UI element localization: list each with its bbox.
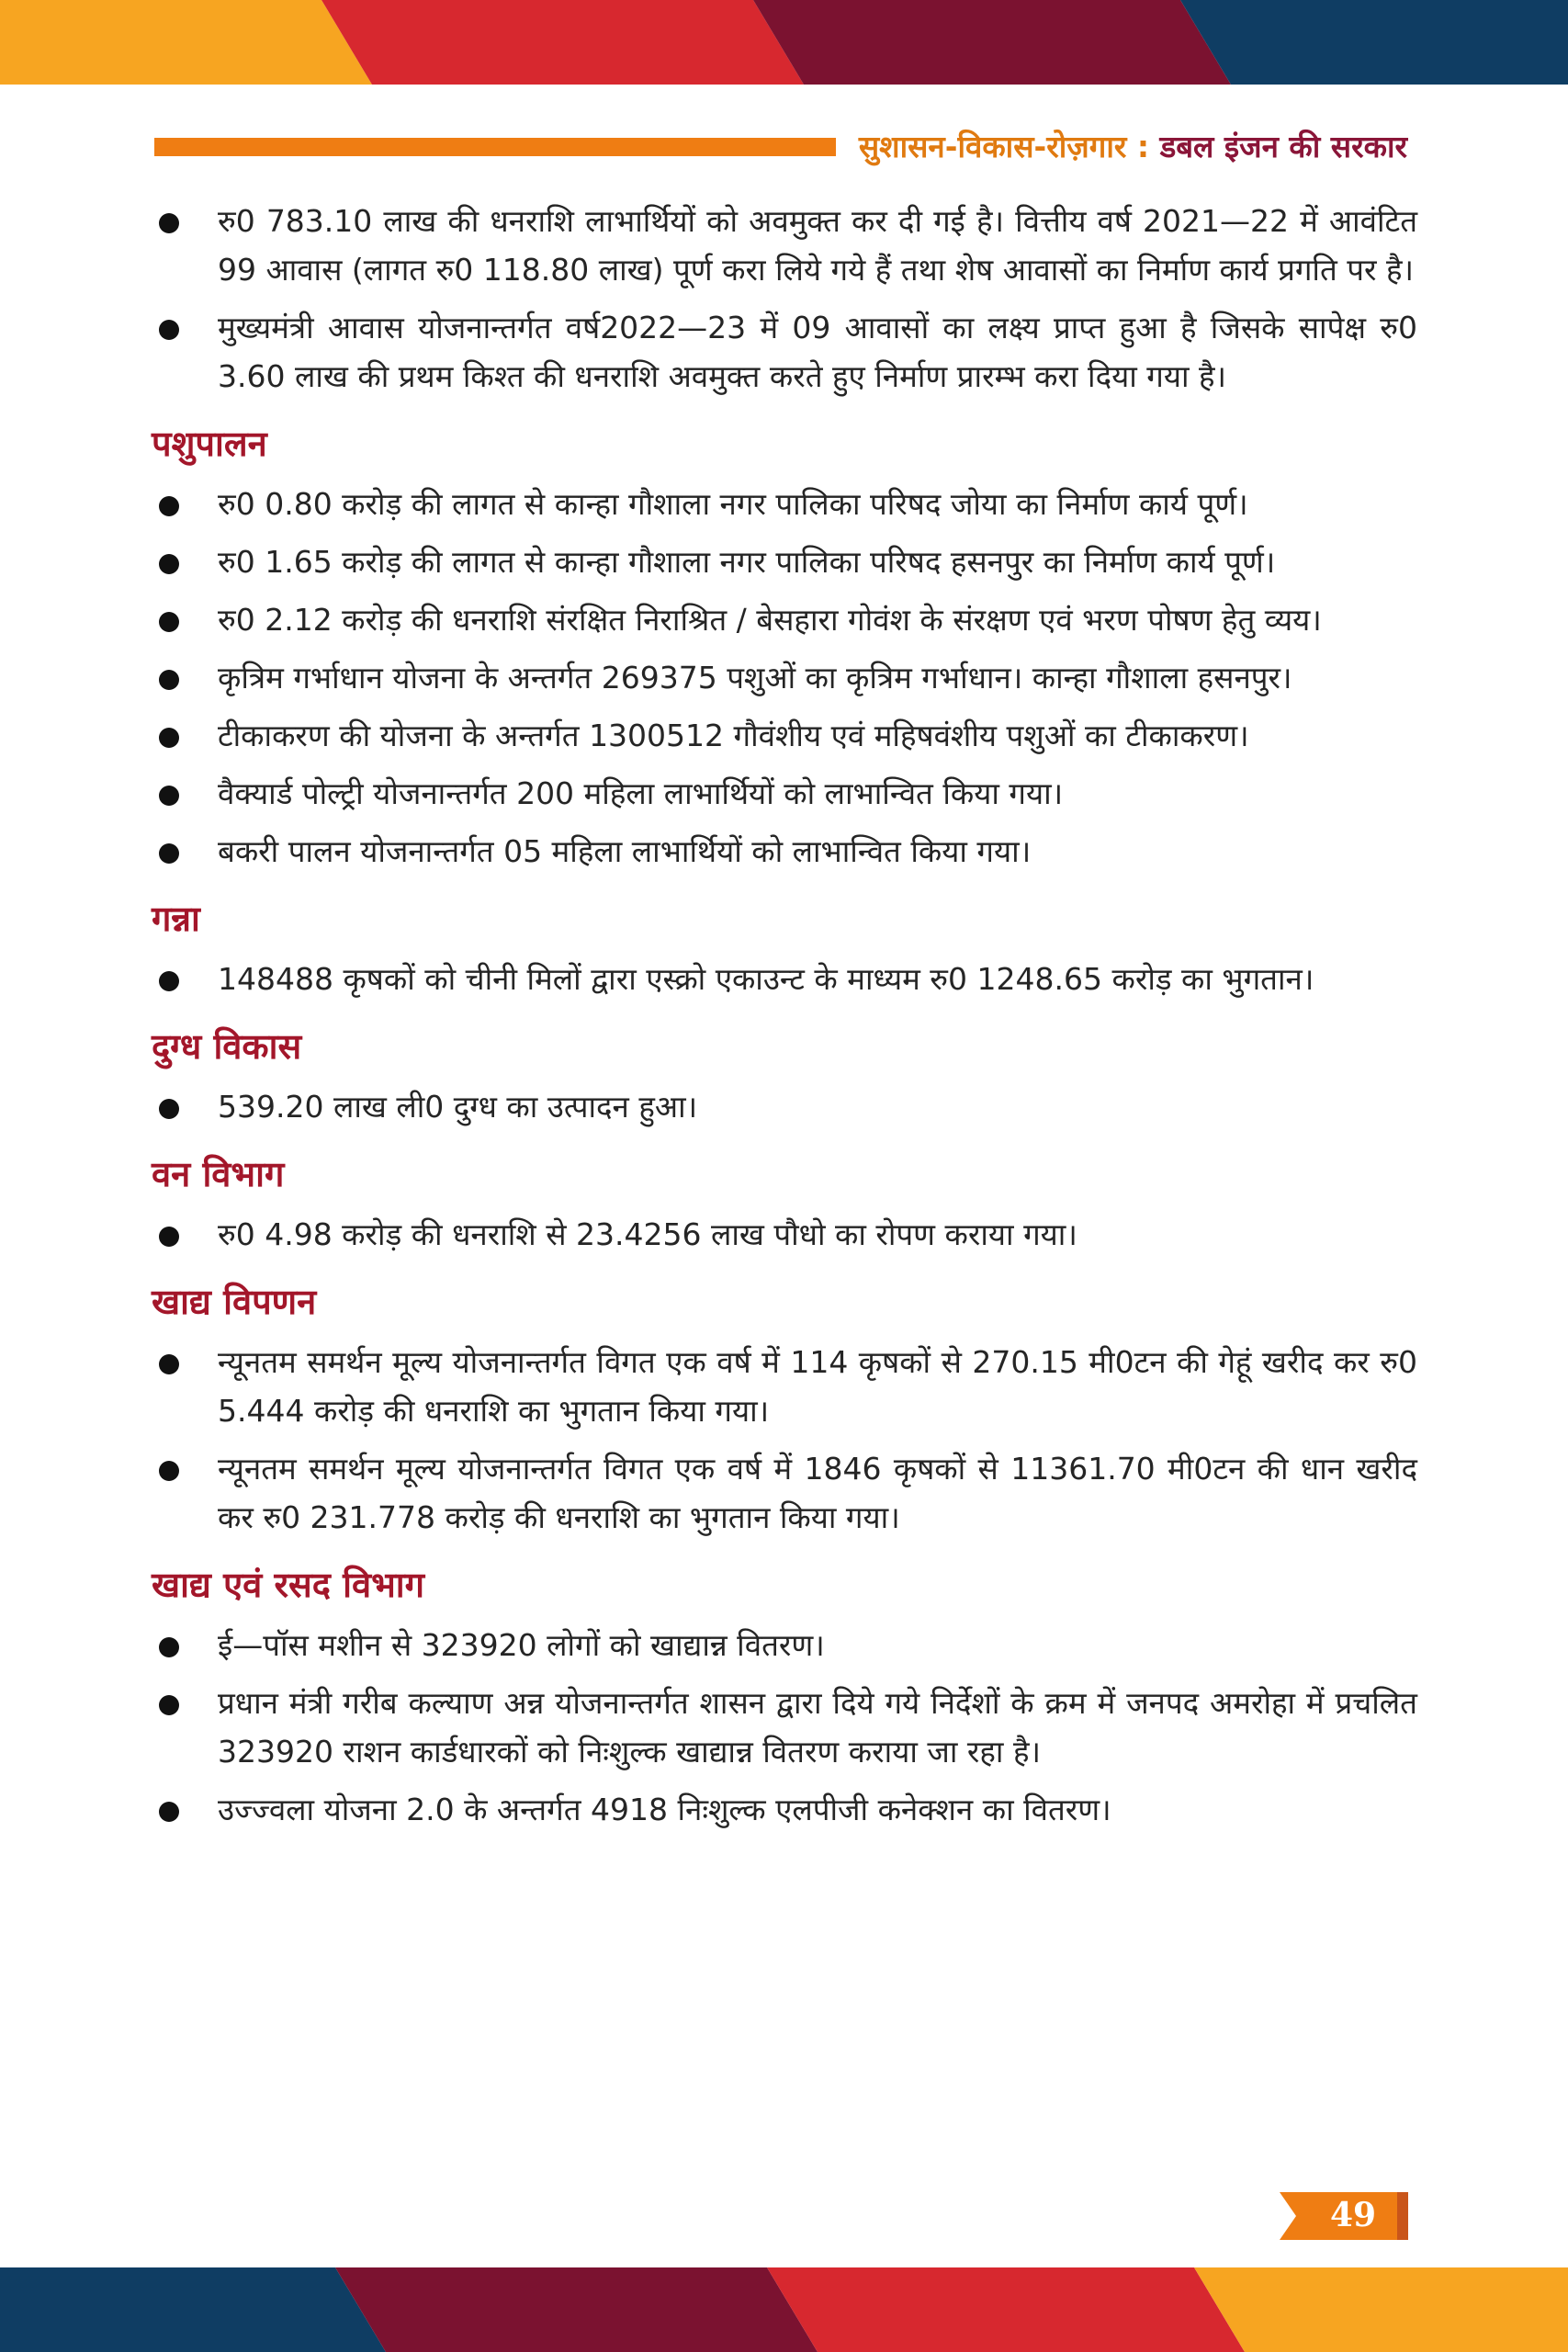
bullet-dot-icon bbox=[159, 554, 179, 574]
section-title-forest-department: वन विभाग bbox=[152, 1153, 285, 1194]
bullet-text: रु0 2.12 करोड़ की धनराशि संरक्षित निराश्रित / बेसहारा गोवंश के संरक्षण एवं भरण पोषण हेतु व्यय। bbox=[218, 602, 1322, 638]
section-title-food-supply-department: खाद्य एवं रसद विभाग bbox=[152, 1564, 425, 1605]
section-title-food-marketing: खाद्य विपणन bbox=[152, 1281, 317, 1322]
page-number: 49 bbox=[1329, 2196, 1377, 2234]
bullet-text: 148488 कृषकों को चीनी मिलों द्वारा एस्क्रो एकाउन्ट के माध्यम रु0 1248.65 करोड़ का भुगतान। bbox=[218, 961, 1314, 997]
section-title-sugarcane: गन्ना bbox=[152, 898, 200, 939]
bullet-dot-icon bbox=[159, 612, 179, 632]
bullet-dot-icon bbox=[159, 1227, 179, 1247]
list-item bbox=[152, 595, 1417, 644]
list-item bbox=[152, 1621, 1417, 1669]
bullet-dot-icon bbox=[159, 320, 179, 340]
bullet-dot-icon bbox=[159, 670, 179, 690]
bullet-text: कृत्रिम गर्भाधान योजना के अन्तर्गत 269375 पशुओं का कृत्रिम गर्भाधान। कान्हा गौशाला हसनपुर। bbox=[218, 660, 1292, 695]
header-accent-bar bbox=[154, 138, 836, 156]
bullet-text: प्रधान मंत्री गरीब कल्याण अन्न योजनान्तर्गत शासन द्वारा दिये गये निर्देशों के क्रम में जनपद अमरोहा में प्रचलित 323920 राशन कार्डधारकों को निःशुल्क खाद्यान्न वितरण कराया जा रहा है। bbox=[218, 1685, 1417, 1770]
bullet-text: ई—पॉस मशीन से 323920 लोगों को खाद्यान्न वितरण। bbox=[218, 1627, 825, 1663]
bullet-dot-icon bbox=[159, 1461, 179, 1481]
list-item bbox=[152, 711, 1417, 760]
bullet-text: मुख्यमंत्री आवास योजनान्तर्गत वर्ष2022—23 में 09 आवासों का लक्ष्य प्राप्त हुआ है जिसके सापेक्ष रु0 3.60 लाख की प्रथम किश्त की धनराशि अवमुक्त करते हुए निर्माण प्रारम्भ करा दिया गया है। bbox=[218, 310, 1417, 394]
list-item bbox=[152, 955, 1417, 1003]
bullet-dot-icon bbox=[159, 843, 179, 864]
list-item bbox=[152, 1444, 1417, 1542]
bullet-text: रु0 0.80 करोड़ की लागत से कान्हा गौशाला नगर पालिका परिषद जोया का निर्माण कार्य पूर्ण। bbox=[218, 486, 1248, 522]
bullet-dot-icon bbox=[159, 1099, 179, 1119]
bullet-text: न्यूनतम समर्थन मूल्य योजनान्तर्गत विगत एक वर्ष में 114 कृषकों से 270.15 मी0टन की गेहूं खरीद कर रु0 5.444 करोड़ की धनराशि का भुगतान किया गया। bbox=[218, 1344, 1417, 1429]
bullet-text: रु0 783.10 लाख की धनराशि लाभार्थियों को अवमुक्त कर दी गई है। वित्तीय वर्ष 2021—22 में आवंटित 99 आवास (लागत रु0 118.80 लाख) पूर्ण करा लिये गये हैं तथा शेष आवासों का निर्माण कार्य प्रगति पर है। bbox=[218, 203, 1417, 288]
bullet-dot-icon bbox=[159, 1695, 179, 1715]
bullet-text: बकरी पालन योजनान्तर्गत 05 महिला लाभार्थियों को लाभान्वित किया गया। bbox=[218, 833, 1032, 869]
bullet-text: रु0 1.65 करोड़ की लागत से कान्हा गौशाला नगर पालिका परिषद हसनपुर का निर्माण कार्य पूर्ण। bbox=[218, 544, 1276, 580]
bullet-text: उज्ज्वला योजना 2.0 के अन्तर्गत 4918 निःशुल्क एलपीजी कनेक्शन का वितरण। bbox=[218, 1792, 1111, 1827]
list-item bbox=[152, 537, 1417, 586]
list-item bbox=[152, 1785, 1417, 1834]
running-header-title bbox=[859, 125, 1407, 166]
page-number-tab bbox=[1280, 2192, 1408, 2240]
bullet-text: 539.20 लाख ली0 दुग्ध का उत्पादन हुआ। bbox=[218, 1089, 698, 1125]
bullet-dot-icon bbox=[159, 728, 179, 748]
list-item bbox=[152, 480, 1417, 528]
bullet-dot-icon bbox=[159, 496, 179, 516]
bottom-decorative-band bbox=[0, 2267, 1568, 2352]
list-item bbox=[152, 1210, 1417, 1259]
list-item bbox=[152, 197, 1417, 294]
bullet-dot-icon bbox=[159, 213, 179, 233]
list-item bbox=[152, 1082, 1417, 1131]
list-item bbox=[152, 827, 1417, 876]
bullet-dot-icon bbox=[159, 1802, 179, 1822]
section-title-animal-husbandry: पशुपालन bbox=[152, 423, 267, 464]
list-item bbox=[152, 653, 1417, 702]
bullet-dot-icon bbox=[159, 971, 179, 991]
header-title-part2: डबल इंजन की सरकार bbox=[1159, 129, 1407, 164]
bullet-text: न्यूनतम समर्थन मूल्य योजनान्तर्गत विगत एक वर्ष में 1846 कृषकों से 11361.70 मी0टन की धान खरीद कर रु0 231.778 करोड़ की धनराशि का भुगतान किया गया। bbox=[218, 1451, 1417, 1535]
list-item bbox=[152, 303, 1417, 401]
page-content bbox=[152, 197, 1417, 1843]
list-item bbox=[152, 1338, 1417, 1435]
bullet-text: वैक्यार्ड पोल्ट्री योजनान्तर्गत 200 महिला लाभार्थियों को लाभान्वित किया गया। bbox=[218, 775, 1064, 811]
bullet-dot-icon bbox=[159, 786, 179, 806]
list-item bbox=[152, 1679, 1417, 1776]
header-title-part1: सुशासन-विकास-रोज़गार : bbox=[858, 129, 1160, 164]
bullet-text: रु0 4.98 करोड़ की धनराशि से 23.4256 लाख पौधो का रोपण कराया गया। bbox=[218, 1216, 1077, 1252]
bullet-text: टीकाकरण की योजना के अन्तर्गत 1300512 गौवंशीय एवं महिषवंशीय पशुओं का टीकाकरण। bbox=[218, 718, 1249, 753]
bullet-dot-icon bbox=[159, 1354, 179, 1374]
list-item bbox=[152, 769, 1417, 818]
bullet-dot-icon bbox=[159, 1637, 179, 1657]
top-decorative-band bbox=[0, 0, 1568, 85]
section-title-dairy-development: दुग्ध विकास bbox=[152, 1025, 302, 1067]
